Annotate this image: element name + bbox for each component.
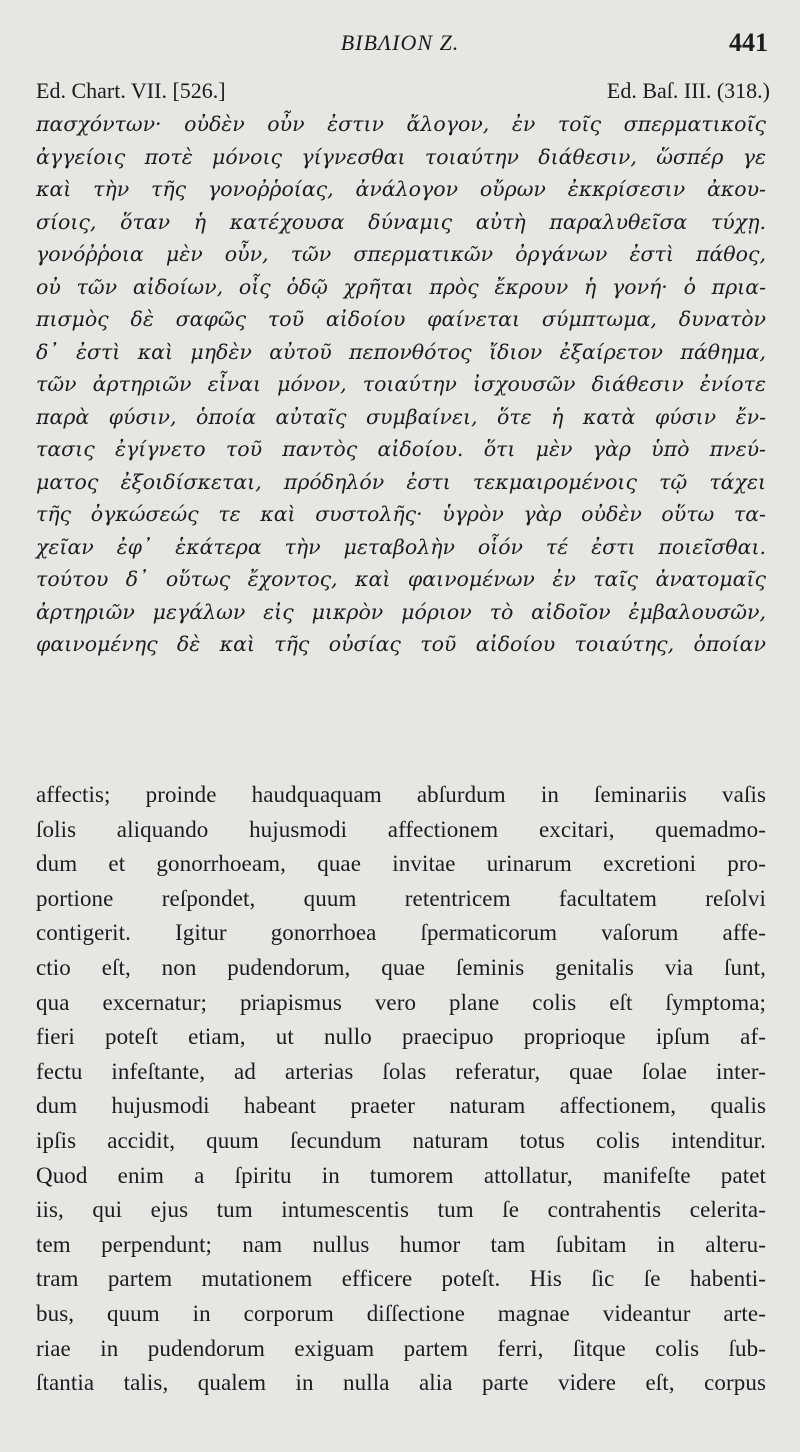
edition-reference-right: Ed. Baſ. III. (318.)	[606, 78, 770, 103]
greek-text-line: καὶ τὴν τῆς γονοῤῥοίας, ἀνάλογον οὔρων ἐκκρίσεσιν ἀκου-	[36, 177, 766, 201]
latin-text-line: tem perpendunt; nam nullus humor tam ſubitam in alteru-	[36, 1231, 766, 1257]
greek-text-line: φαινομένης δὲ καὶ τῆς οὐσίας τοῦ αἰδοίου τοιαύτης, ὁποίαν	[36, 632, 766, 656]
running-head-title: BIBΛIΟΝ Ζ.	[340, 30, 460, 55]
greek-text-line: σίοις, ὅταν ἡ κατέχουσα δύναμις αὐτὴ παραλυθεῖσα τύχῃ.	[36, 209, 766, 234]
greek-text-line: τῶν ἀρτηριῶν εἶναι μόνον, τοιαύτην ἰσχουσῶν διάθεσιν ἐνίοτε	[36, 372, 766, 396]
greek-text-line: οὐ τῶν αἰδοίων, οἷς ὁδῷ χρῆται πρὸς ἔκρουν ἡ γονή· ὁ πρια-	[36, 274, 766, 299]
latin-text-line: tram partem mutationem efficere poteſt. His ſic ſe habenti-	[36, 1266, 766, 1292]
greek-text-line: παρὰ φύσιν, ὁποία αὐταῖς συμβαίνει, ὅτε ἡ κατὰ φύσιν ἔν-	[36, 404, 766, 429]
latin-text-line: dum hujusmodi habeant praeter naturam affectionem, qualis	[36, 1093, 766, 1119]
latin-text-line: bus, quum in corporum diſſectione magnae videantur arte-	[36, 1300, 766, 1326]
latin-text-line: ſolis aliquando hujusmodi affectionem excitari, quemadmo-	[36, 816, 766, 842]
edition-reference-left: Ed. Chart. VII. [526.]	[36, 78, 226, 103]
latin-text-line: contigerit. Igitur gonorrhoea ſpermaticorum vaſorum affe-	[36, 920, 766, 946]
greek-text-line: χεῖαν ἐφ᾽ ἑκάτερα τὴν μεταβολὴν οἷόν τέ ἐστι ποιεῖσθαι.	[36, 534, 766, 559]
latin-text-line: fectu infeſtante, ad arterias ſolas referatur, quae ſolae inter-	[36, 1058, 766, 1084]
latin-text-column	[36, 778, 766, 1401]
greek-text-line: τούτου δ᾽ οὕτως ἔχοντος, καὶ φαινομένων ἐν ταῖς ἀνατομαῖς	[36, 567, 766, 591]
latin-text-line: riae in pudendorum exiguam partem ferri, ſitque colis ſub-	[36, 1335, 766, 1361]
latin-text-line: iis, qui ejus tum intumescentis tum ſe contrahentis celerita-	[36, 1197, 766, 1223]
greek-text-line: πασχόντων· οὐδὲν οὖν ἐστιν ἄλογον, ἐν τοῖς σπερματικοῖς	[36, 112, 766, 136]
greek-text-line: ματος ἐξοιδίσκεται, πρόδηλόν ἐστι τεκμαιρομένοις τῷ τάχει	[36, 469, 766, 494]
page-number: 441	[729, 28, 768, 57]
latin-text-line: ipſis accidit, quum ſecundum naturam totus colis intenditur.	[36, 1127, 766, 1153]
greek-text-line: τῆς ὀγκώσεώς τε καὶ συστολῆς· ὑγρὸν γὰρ οὐδὲν οὕτω τα-	[36, 502, 766, 526]
greek-text-line: τασις ἐγίγνετο τοῦ παντὸς αἰδοίου. ὅτι μὲν γὰρ ὑπὸ πνεύ-	[36, 437, 766, 461]
latin-text-line: portione reſpondet, quum retentricem facultatem reſolvi	[36, 885, 766, 911]
latin-text-line: ſtantia talis, qualem in nulla alia parte videre eſt, corpus	[36, 1370, 766, 1396]
latin-text-line: fieri poteſt etiam, ut nullo praecipuo proprioque ipſum af-	[36, 1024, 766, 1050]
greek-text-line: δ᾽ ἐστὶ καὶ μηδὲν αὐτοῦ πεπονθότος ἴδιον ἐξαίρετον πάθημα,	[36, 339, 766, 364]
latin-text-line: dum et gonorrhoeam, quae invitae urinarum excretioni pro-	[36, 851, 766, 877]
latin-text-line: ctio eſt, non pudendorum, quae ſeminis genitalis via ſunt,	[36, 954, 766, 980]
latin-text-line: qua excernatur; priapismus vero plane colis eſt ſymptoma;	[36, 989, 766, 1015]
greek-text-line: ἀρτηριῶν μεγάλων εἰς μικρὸν μόριον τὸ αἰδοῖον ἐμβαλουσῶν,	[36, 599, 766, 624]
greek-text-column	[36, 108, 766, 661]
latin-text-line: Quod enim a ſpiritu in tumorem attollatur, manifeſte patet	[36, 1162, 766, 1188]
greek-text-line: ἀγγείοις ποτὲ μόνοις γίγνεσθαι τοιαύτην διάθεσιν, ὥσπέρ γε	[36, 144, 766, 169]
greek-text-line: πισμὸς δὲ σαφῶς τοῦ αἰδοίου φαίνεται σύμπτωμα, δυνατὸν	[36, 307, 766, 331]
greek-text-line: γονόῤῥοια μὲν οὖν, τῶν σπερματικῶν ὀργάνων ἐστὶ πάθος,	[36, 242, 766, 266]
latin-text-line: affectis; proinde haudquaquam abſurdum in ſeminariis vaſis	[36, 782, 766, 807]
